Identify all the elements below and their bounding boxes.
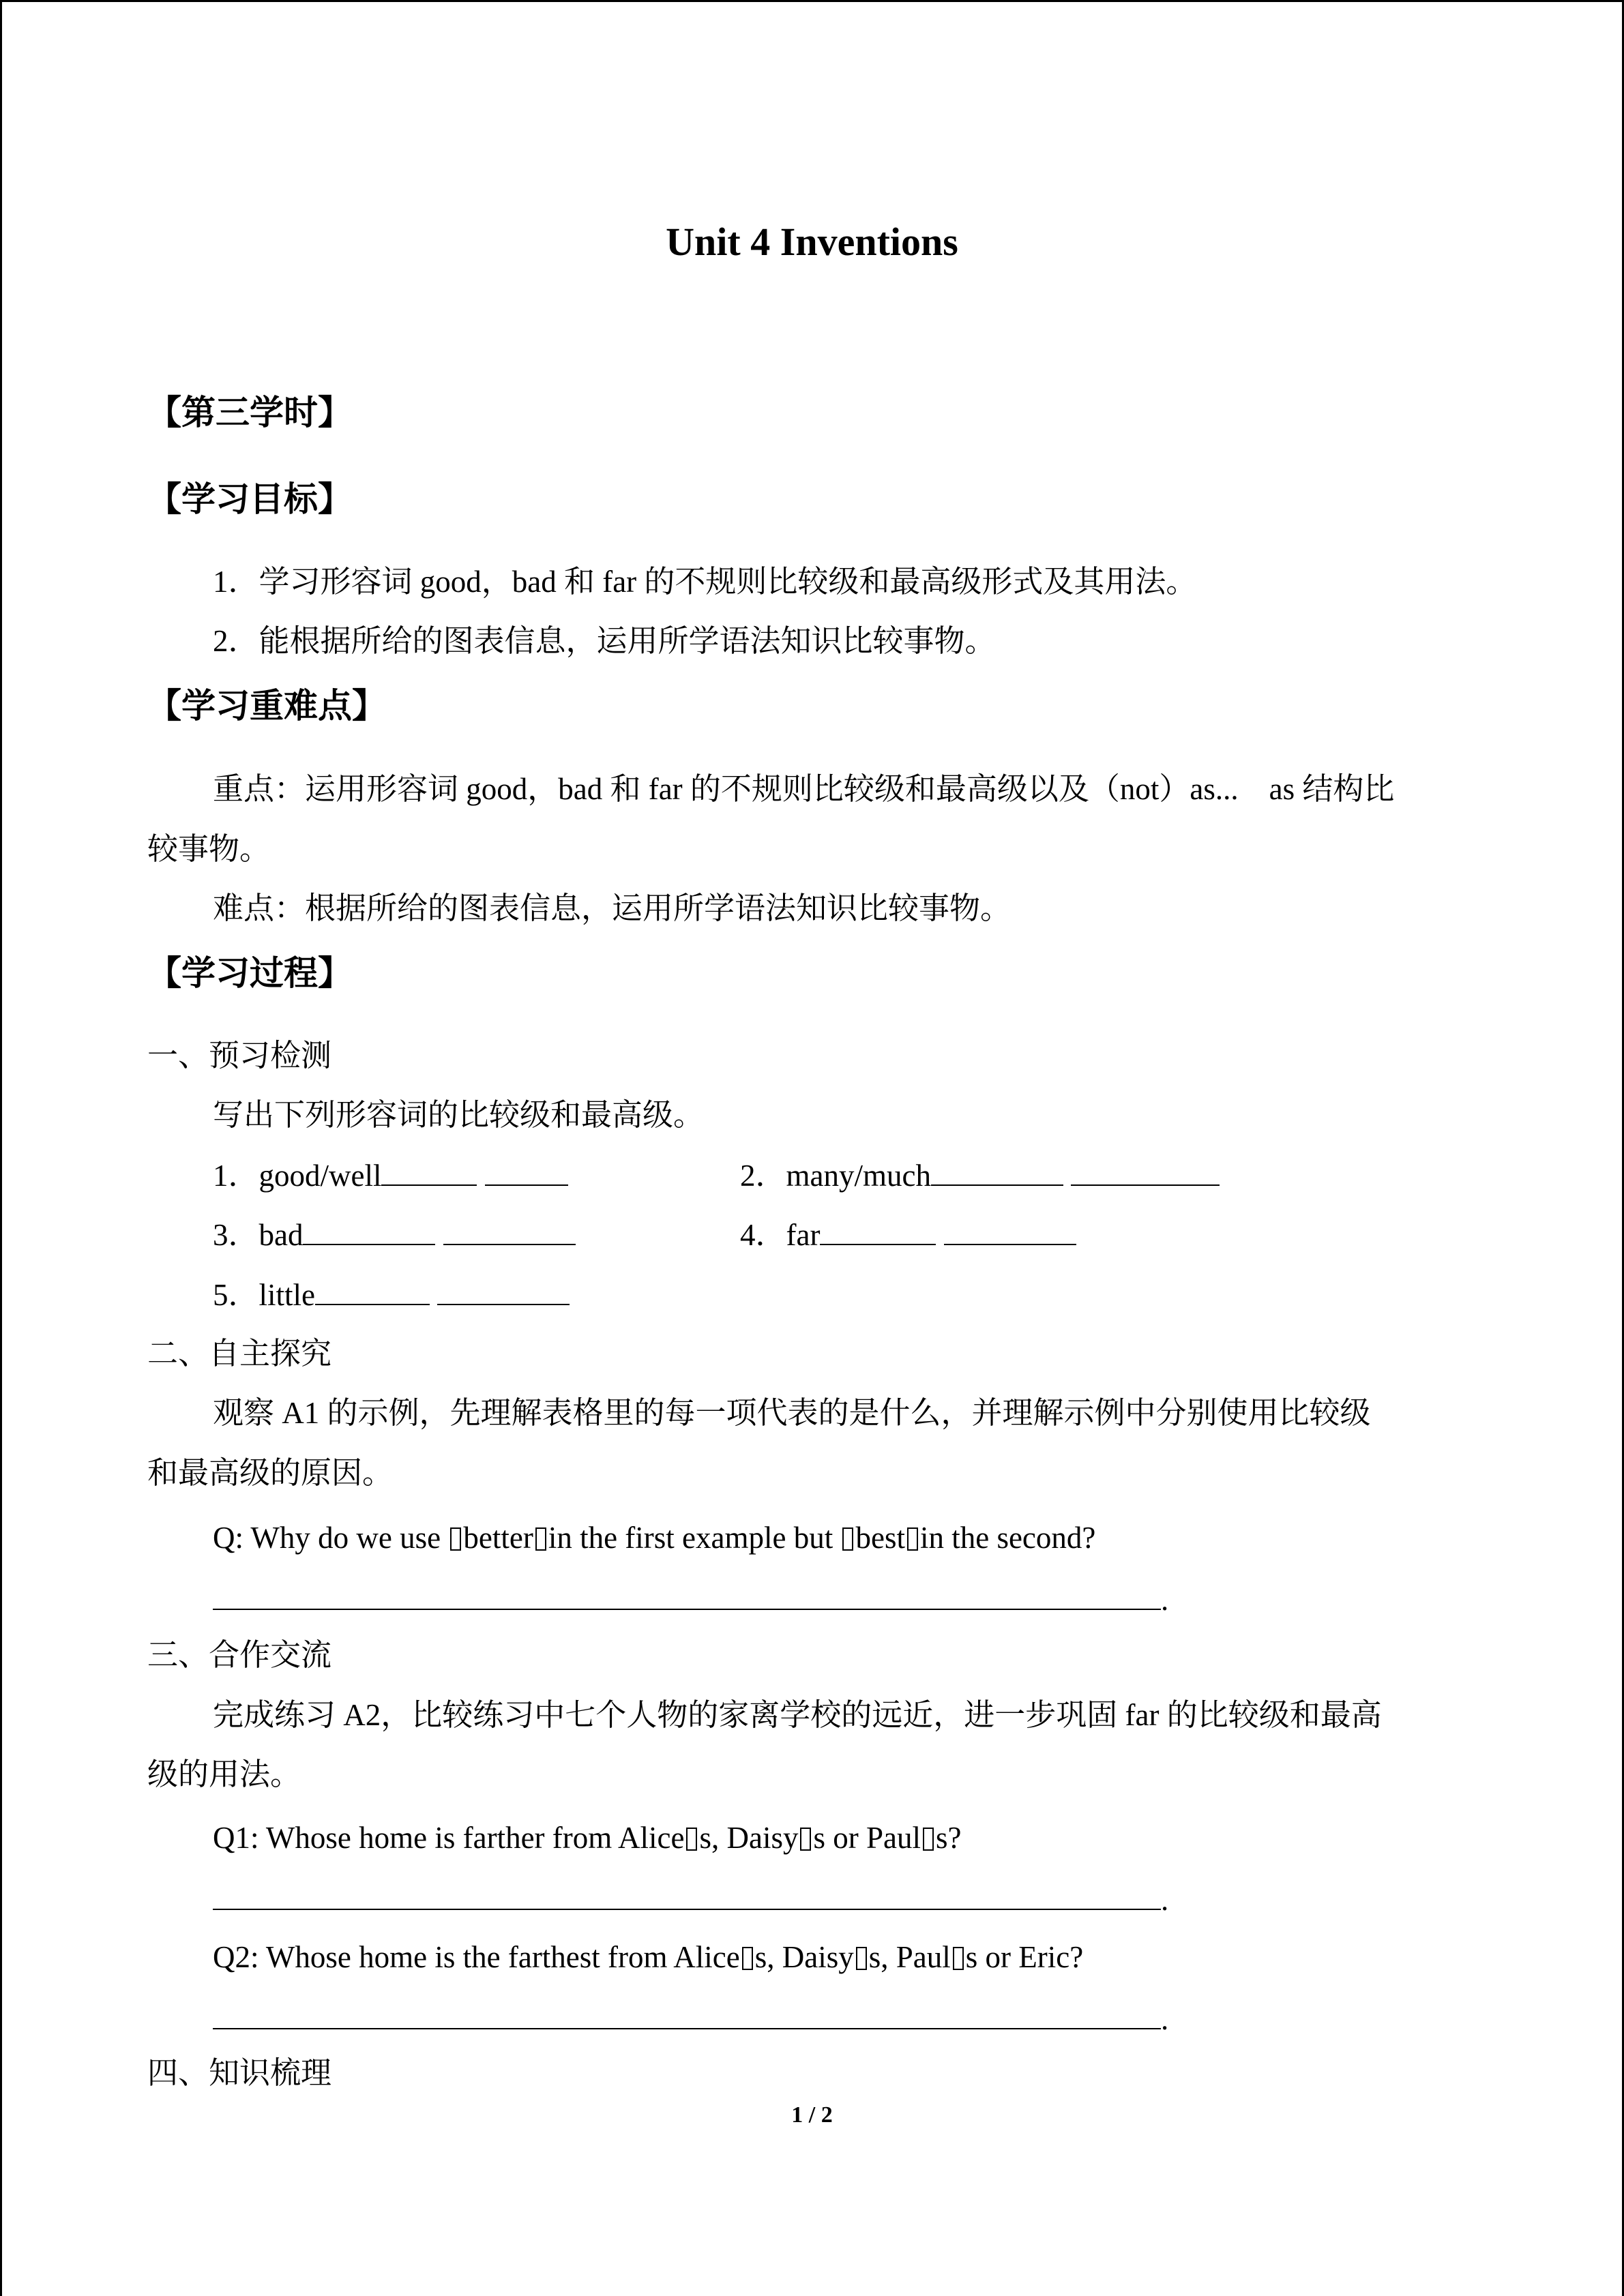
part3-heading: 三、合作交流 [147,1638,332,1672]
answer-blank[interactable] [1071,1154,1220,1186]
keypoint-text: 重点：运用形容词 good，bad 和 far 的不规则比较级和最高级以及（not）as... as 结构比 [213,772,1395,806]
missing-glyph-box [450,1527,461,1551]
goal-item: 2．能根据所给的图表信息，运用所学语法知识比较事物。 [213,624,996,658]
answer-blank[interactable] [443,1214,576,1245]
missing-glyph-box [953,1947,964,1970]
answer-blank[interactable] [303,1214,435,1245]
keypoint-text-continued: 较事物。 [147,832,271,866]
answer-rule[interactable] [213,1879,1161,1910]
missing-glyph-box [856,1947,867,1970]
answer-blank[interactable] [437,1274,570,1305]
section-goals-heading: 【学习目标】 [147,479,352,519]
answer-blank[interactable] [820,1214,936,1245]
part3-question-2 [213,1937,1083,1978]
missing-glyph-box [800,1828,811,1851]
answer-line[interactable] [213,1579,1168,1620]
question-text: s? [935,1821,962,1855]
exercise-item-4 [740,1214,1076,1255]
part1-heading: 一、预习检测 [147,1039,332,1073]
document-title: Unit 4 Inventions [666,220,958,264]
answer-rule[interactable] [213,1998,1161,2029]
missing-glyph-box [535,1527,546,1551]
part2-question [213,1517,1095,1558]
question-text: s or Eric? [965,1940,1084,1974]
answer-blank[interactable] [944,1214,1076,1245]
question-text: s or Paul [813,1821,921,1855]
answer-blank[interactable] [931,1154,1063,1186]
question-text: best [855,1521,905,1555]
answer-blank[interactable] [315,1274,430,1305]
answer-line[interactable] [213,1998,1168,2040]
exercise-item-label: 2．many/much [740,1159,931,1193]
question-text: s, Paul [868,1940,951,1974]
question-text: Q1: Whose home is farther from Alice [213,1821,685,1855]
exercise-item-label: 1．good/well [213,1159,382,1193]
section-period-heading: 【第三学时】 [147,393,352,432]
question-text: in the first example but [548,1521,841,1555]
question-text: s, Daisy [699,1821,799,1855]
answer-blank[interactable] [381,1154,477,1186]
answer-rule[interactable] [213,1579,1161,1610]
question-text: better [463,1521,533,1555]
difficulty-text: 难点：根据所给的图表信息，运用所学语法知识比较事物。 [213,891,1012,925]
section-keypoints-heading: 【学习重难点】 [147,686,386,726]
question-text: Q: Why do we use [213,1521,449,1555]
part3-text: 完成练习 A2，比较练习中七个人物的家离学校的远近，进一步巩固 far 的比较级和最高 [213,1698,1382,1732]
missing-glyph-box [923,1828,934,1851]
exercise-item-3 [213,1214,576,1255]
missing-glyph-box [842,1527,853,1551]
missing-glyph-box [907,1527,918,1551]
section-process-heading: 【学习过程】 [147,953,352,993]
exercise-item-2 [740,1154,1220,1196]
answer-blank[interactable] [485,1154,568,1186]
answer-line[interactable] [213,1879,1168,1920]
answer-period: . [1161,1583,1169,1617]
answer-period: . [1161,2002,1169,2036]
exercise-item-1 [213,1154,568,1196]
exercise-item-5 [213,1274,570,1315]
exercise-item-label: 3．bad [213,1218,304,1252]
part3-question-1 [213,1817,961,1858]
page-number: 1 / 2 [791,2102,833,2128]
exercise-item-label: 4．far [740,1218,821,1252]
answer-period: . [1161,1883,1169,1917]
part3-text-continued: 级的用法。 [147,1757,301,1791]
part1-instruction: 写出下列形容词的比较级和最高级。 [213,1098,705,1132]
question-text: s, Daisy [754,1940,854,1974]
part2-heading: 二、自主探究 [147,1337,332,1371]
question-text: Q2: Whose home is the farthest from Alice [213,1940,740,1974]
part4-heading: 四、知识梳理 [147,2056,332,2090]
missing-glyph-box [686,1828,697,1851]
part2-text-continued: 和最高级的原因。 [147,1456,394,1490]
goal-item: 1．学习形容词 good，bad 和 far 的不规则比较级和最高级形式及其用法。 [213,565,1197,599]
exercise-item-label: 5．little [213,1278,315,1312]
question-text: in the second? [919,1521,1096,1555]
part2-text: 观察 A1 的示例，先理解表格里的每一项代表的是什么，并理解示例中分别使用比较级 [213,1396,1371,1430]
missing-glyph-box [742,1947,753,1970]
